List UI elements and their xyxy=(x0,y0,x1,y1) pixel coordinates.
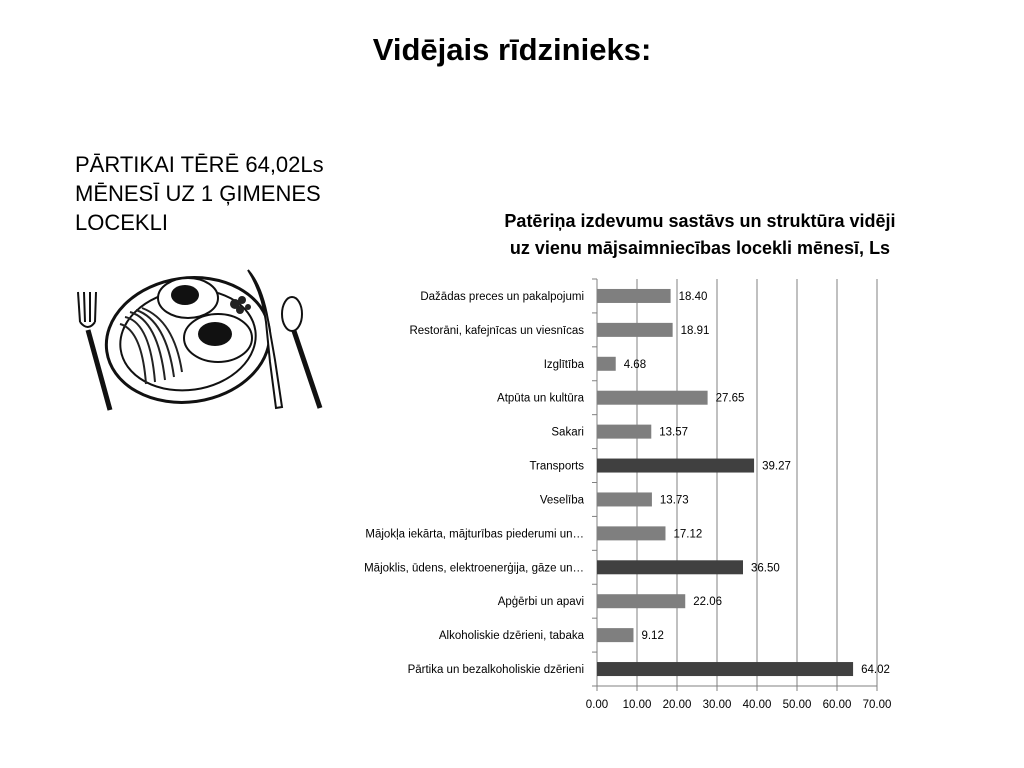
value-label: 18.91 xyxy=(680,324,710,337)
value-label: 13.73 xyxy=(659,494,689,507)
chart-title-line-1: Patēriņa izdevumu sastāvs un struktūra vidēji xyxy=(504,211,896,231)
value-label: 17.12 xyxy=(673,528,703,541)
value-label: 4.68 xyxy=(623,358,647,371)
bar xyxy=(597,391,708,405)
category-label: Veselība xyxy=(539,494,584,507)
value-label: 64.02 xyxy=(861,664,890,677)
category-label: Apģērbi un apavi xyxy=(497,596,584,609)
category-label: Transports xyxy=(529,460,584,473)
value-label: 27.65 xyxy=(715,392,745,405)
bar xyxy=(597,594,685,608)
value-label: 36.50 xyxy=(751,562,780,575)
category-label: Mājoklis, ūdens, elektroenerģija, gāze un… xyxy=(364,562,584,575)
x-tick-label: 50.00 xyxy=(782,699,812,711)
value-label: 22.06 xyxy=(693,596,723,609)
value-label: 39.27 xyxy=(762,460,791,473)
x-tick-label: 10.00 xyxy=(622,699,652,711)
food-spending-note: PĀRTIKAI TĒRĒ 64,02Ls MĒNESĪ UZ 1 ĢIMENES LOCEKLI xyxy=(75,152,324,235)
x-tick-label: 40.00 xyxy=(742,699,772,711)
value-label: 13.57 xyxy=(659,426,689,439)
slide-title: Vidējais rīdzinieks: xyxy=(372,32,652,67)
bar xyxy=(597,289,671,303)
category-label: Alkoholiskie dzērieni, tabaka xyxy=(438,630,584,643)
bar xyxy=(597,492,652,506)
category-label: Pārtika un bezalkoholiskie dzērieni xyxy=(407,664,584,677)
value-label: 9.12 xyxy=(641,630,664,643)
category-label: Dažādas preces un pakalpojumi xyxy=(420,290,584,303)
x-tick-label: 0.00 xyxy=(585,699,609,711)
x-tick-label: 30.00 xyxy=(702,699,732,711)
x-tick-label: 20.00 xyxy=(662,699,692,711)
value-label: 18.40 xyxy=(678,290,708,303)
bar xyxy=(597,425,651,439)
bar xyxy=(597,628,633,642)
x-tick-label: 60.00 xyxy=(822,699,852,711)
category-label: Atpūta un kultūra xyxy=(497,392,584,405)
bar xyxy=(597,662,853,676)
category-label: Sakari xyxy=(551,426,584,439)
bar xyxy=(597,560,743,574)
bar xyxy=(597,459,754,473)
category-label: Restorāni, kafejnīcas un viesnīcas xyxy=(409,324,584,337)
x-tick-label: 70.00 xyxy=(862,699,892,711)
bar xyxy=(597,323,673,337)
bar xyxy=(597,357,616,371)
chart-title-line-2: uz vienu mājsaimniecības locekli mēnesī, Ls xyxy=(509,238,891,258)
bar xyxy=(597,526,665,540)
category-label: Mājokļa iekārta, mājturības piederumi un… xyxy=(365,528,584,541)
category-label: Izglītība xyxy=(543,358,584,371)
